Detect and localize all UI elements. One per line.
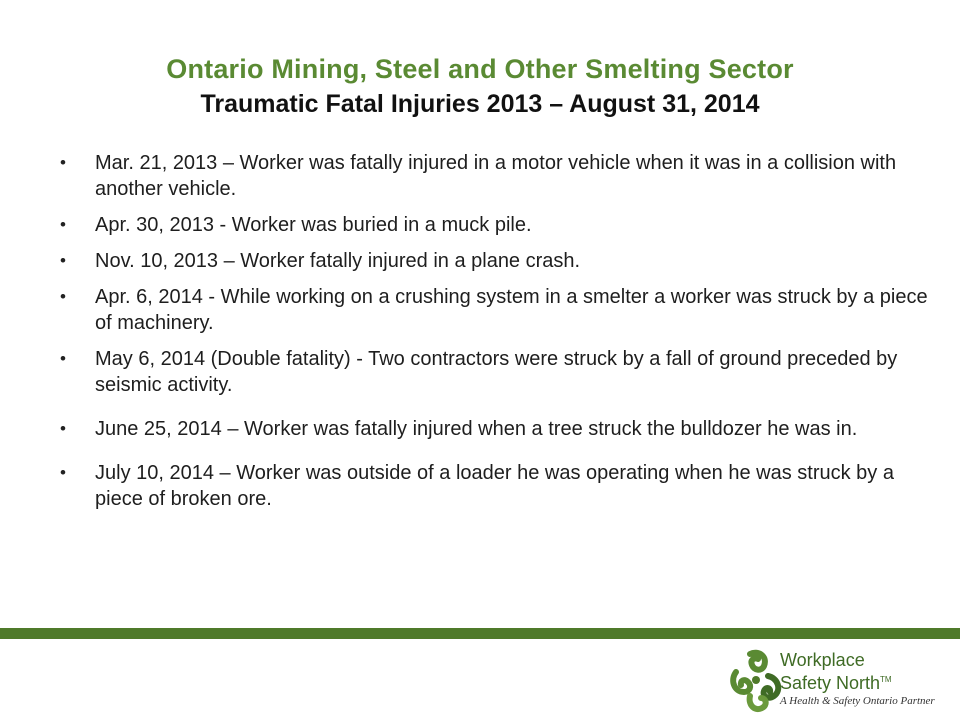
list-item (58, 212, 938, 238)
incident-text: July 10, 2014 – Worker was outside of a loader he was operating when he was struck by a piece of broken ore. (95, 462, 894, 510)
bullet-icon: • (60, 153, 66, 172)
incident-text: June 25, 2014 – Worker was fatally injured when a tree struck the bulldozer he was in. (95, 418, 858, 440)
wsn-logo (728, 648, 950, 716)
bullet-icon: • (60, 287, 66, 306)
bullet-icon: • (60, 215, 66, 234)
wsn-logo-name (780, 650, 892, 693)
bullet-icon: • (60, 251, 66, 270)
list-item (58, 460, 938, 512)
incident-text: Mar. 21, 2013 – Worker was fatally injured in a motor vehicle when it was in a collision with another vehicle. (95, 152, 897, 200)
bullet-icon: • (60, 349, 66, 368)
logo-name-line1: Workplace (780, 650, 865, 670)
list-item (58, 346, 938, 398)
bullet-icon: • (60, 419, 66, 438)
incident-text: Nov. 10, 2013 – Worker fatally injured in a plane crash. (95, 250, 581, 272)
incident-text: Apr. 6, 2014 - While working on a crushing system in a smelter a worker was struck by a piece of machinery. (95, 286, 928, 334)
title-subtitle: Traumatic Fatal Injuries 2013 – August 31, 2014 (200, 90, 760, 118)
logo-tagline: A Health & Safety Ontario Partner (780, 695, 935, 707)
incident-text: May 6, 2014 (Double fatality) - Two contractors were struck by a fall of ground preceded by seismic activity. (95, 348, 898, 396)
list-item (58, 150, 938, 202)
trademark-mark: TM (880, 675, 892, 684)
list-item (58, 284, 938, 336)
title-sector: Ontario Mining, Steel and Other Smelting Sector (166, 54, 794, 84)
incident-text: Apr. 30, 2013 - Worker was buried in a muck pile. (95, 214, 532, 236)
footer-divider (0, 628, 960, 639)
logo-name-line2: Safety North™ (780, 673, 892, 693)
slide-title (0, 52, 960, 120)
incident-list (58, 150, 938, 522)
wsn-logo-icon (728, 648, 784, 714)
list-item (58, 248, 938, 274)
bullet-icon: • (60, 463, 66, 482)
list-item (58, 416, 938, 442)
